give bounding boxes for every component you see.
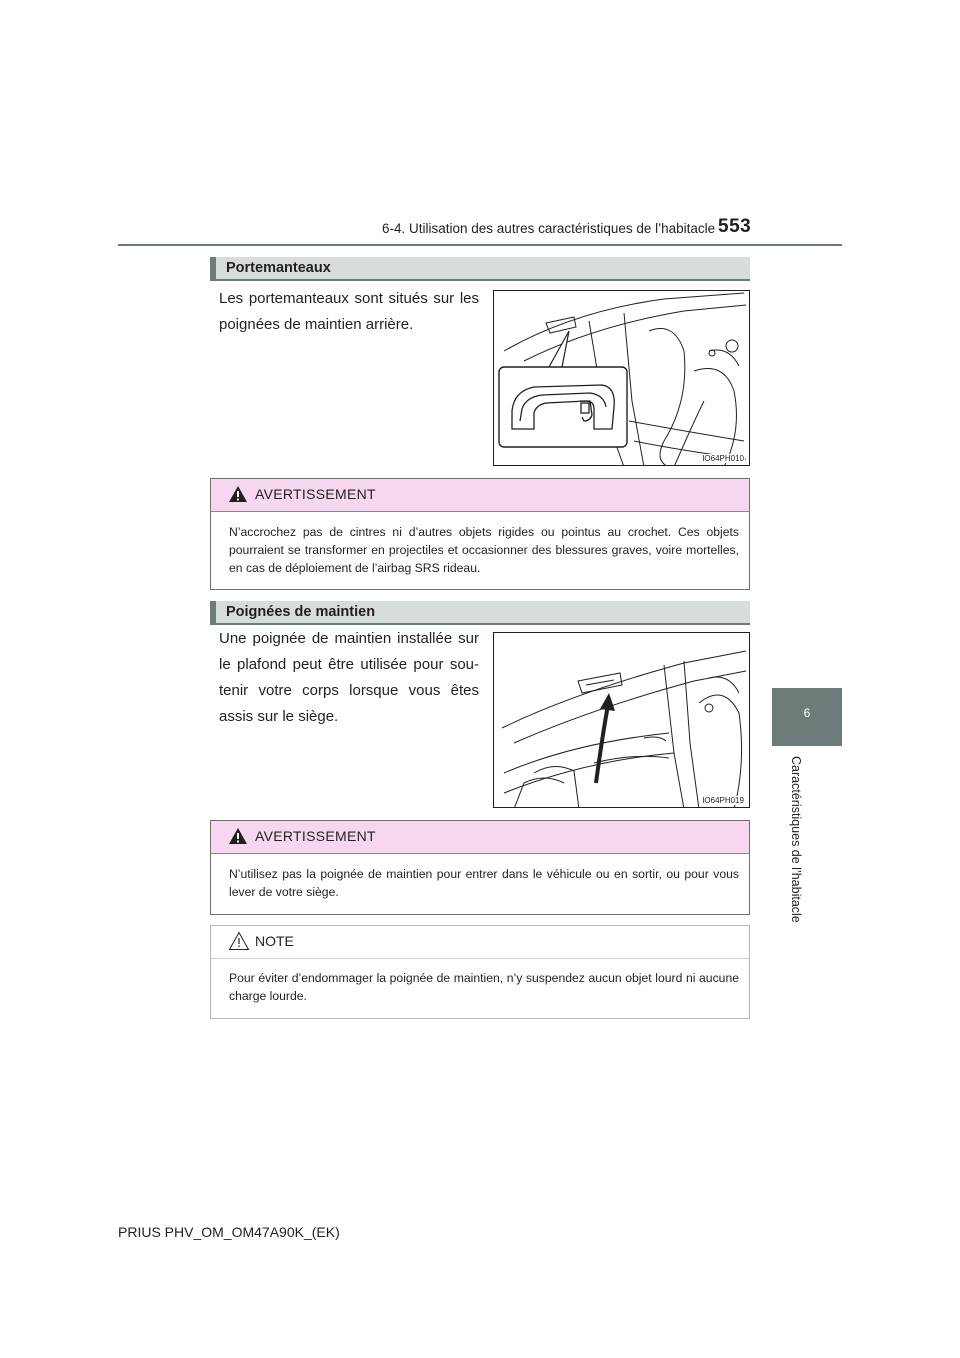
- section-title: Poignées de maintien: [226, 604, 376, 620]
- warning-triangle-icon: [228, 485, 248, 503]
- page-number: 553: [718, 216, 752, 237]
- assist-grip-illustration: [494, 633, 750, 808]
- document-code-footer: PRIUS PHV_OM_OM47A90K_(EK): [118, 1224, 340, 1240]
- note-header: [211, 926, 749, 959]
- chapter-label: Caractéristiques de l’habitacle: [789, 756, 803, 923]
- figure-code: IO64PH019: [702, 796, 744, 805]
- warning-triangle-icon: [228, 827, 248, 845]
- section-title: Portemanteaux: [226, 260, 331, 276]
- warning-text: N’utilisez pas la poignée de maintien pour entrer dans le véhicule ou en sortir, ou pour vous lever de votre siège.: [229, 867, 739, 899]
- chapter-number: 6: [803, 706, 811, 720]
- warning-title: AVERTISSEMENT: [255, 486, 376, 502]
- note-title: NOTE: [255, 933, 294, 949]
- figure-coat-hook: [493, 290, 750, 466]
- caution-outline-icon: [228, 931, 250, 951]
- figure-assist-grip: [493, 632, 750, 808]
- section-heading-portemanteaux: [210, 257, 750, 281]
- warning-text: N’accrochez pas de cintres ni d’autres objets rigides ou pointus au crochet. Ces objets pourraient se transformer en projectiles et occasionner des blessures graves, voire mortelles, en cas de déploiement de l’airbag SRS rideau.: [229, 525, 739, 575]
- figure-code: IO64PH010: [702, 454, 744, 463]
- section-heading-poignees: [210, 601, 750, 625]
- header-rule: [118, 244, 842, 246]
- warning-header: [211, 821, 749, 854]
- coat-hook-illustration: [494, 291, 750, 466]
- warning-box-coat-hook: [210, 478, 750, 590]
- section-text-poignees: Une poignée de maintien installée sur le plafond peut être utilisée pour sou-tenir votre corps lorsque vous êtes assis sur le siège.: [219, 630, 479, 725]
- note-box: [210, 925, 750, 1019]
- warning-header: [211, 479, 749, 512]
- running-header: 6-4. Utilisation des autres caractéristiques de l’habitacle: [382, 221, 716, 236]
- warning-box-assist-grip: [210, 820, 750, 915]
- section-text-portemanteaux: Les portemanteaux sont situés sur les poignées de maintien arrière.: [219, 290, 479, 333]
- note-text: Pour éviter d’endommager la poignée de maintien, n’y suspendez aucun objet lourd ni aucune charge lourde.: [229, 971, 739, 1003]
- warning-title: AVERTISSEMENT: [255, 828, 376, 844]
